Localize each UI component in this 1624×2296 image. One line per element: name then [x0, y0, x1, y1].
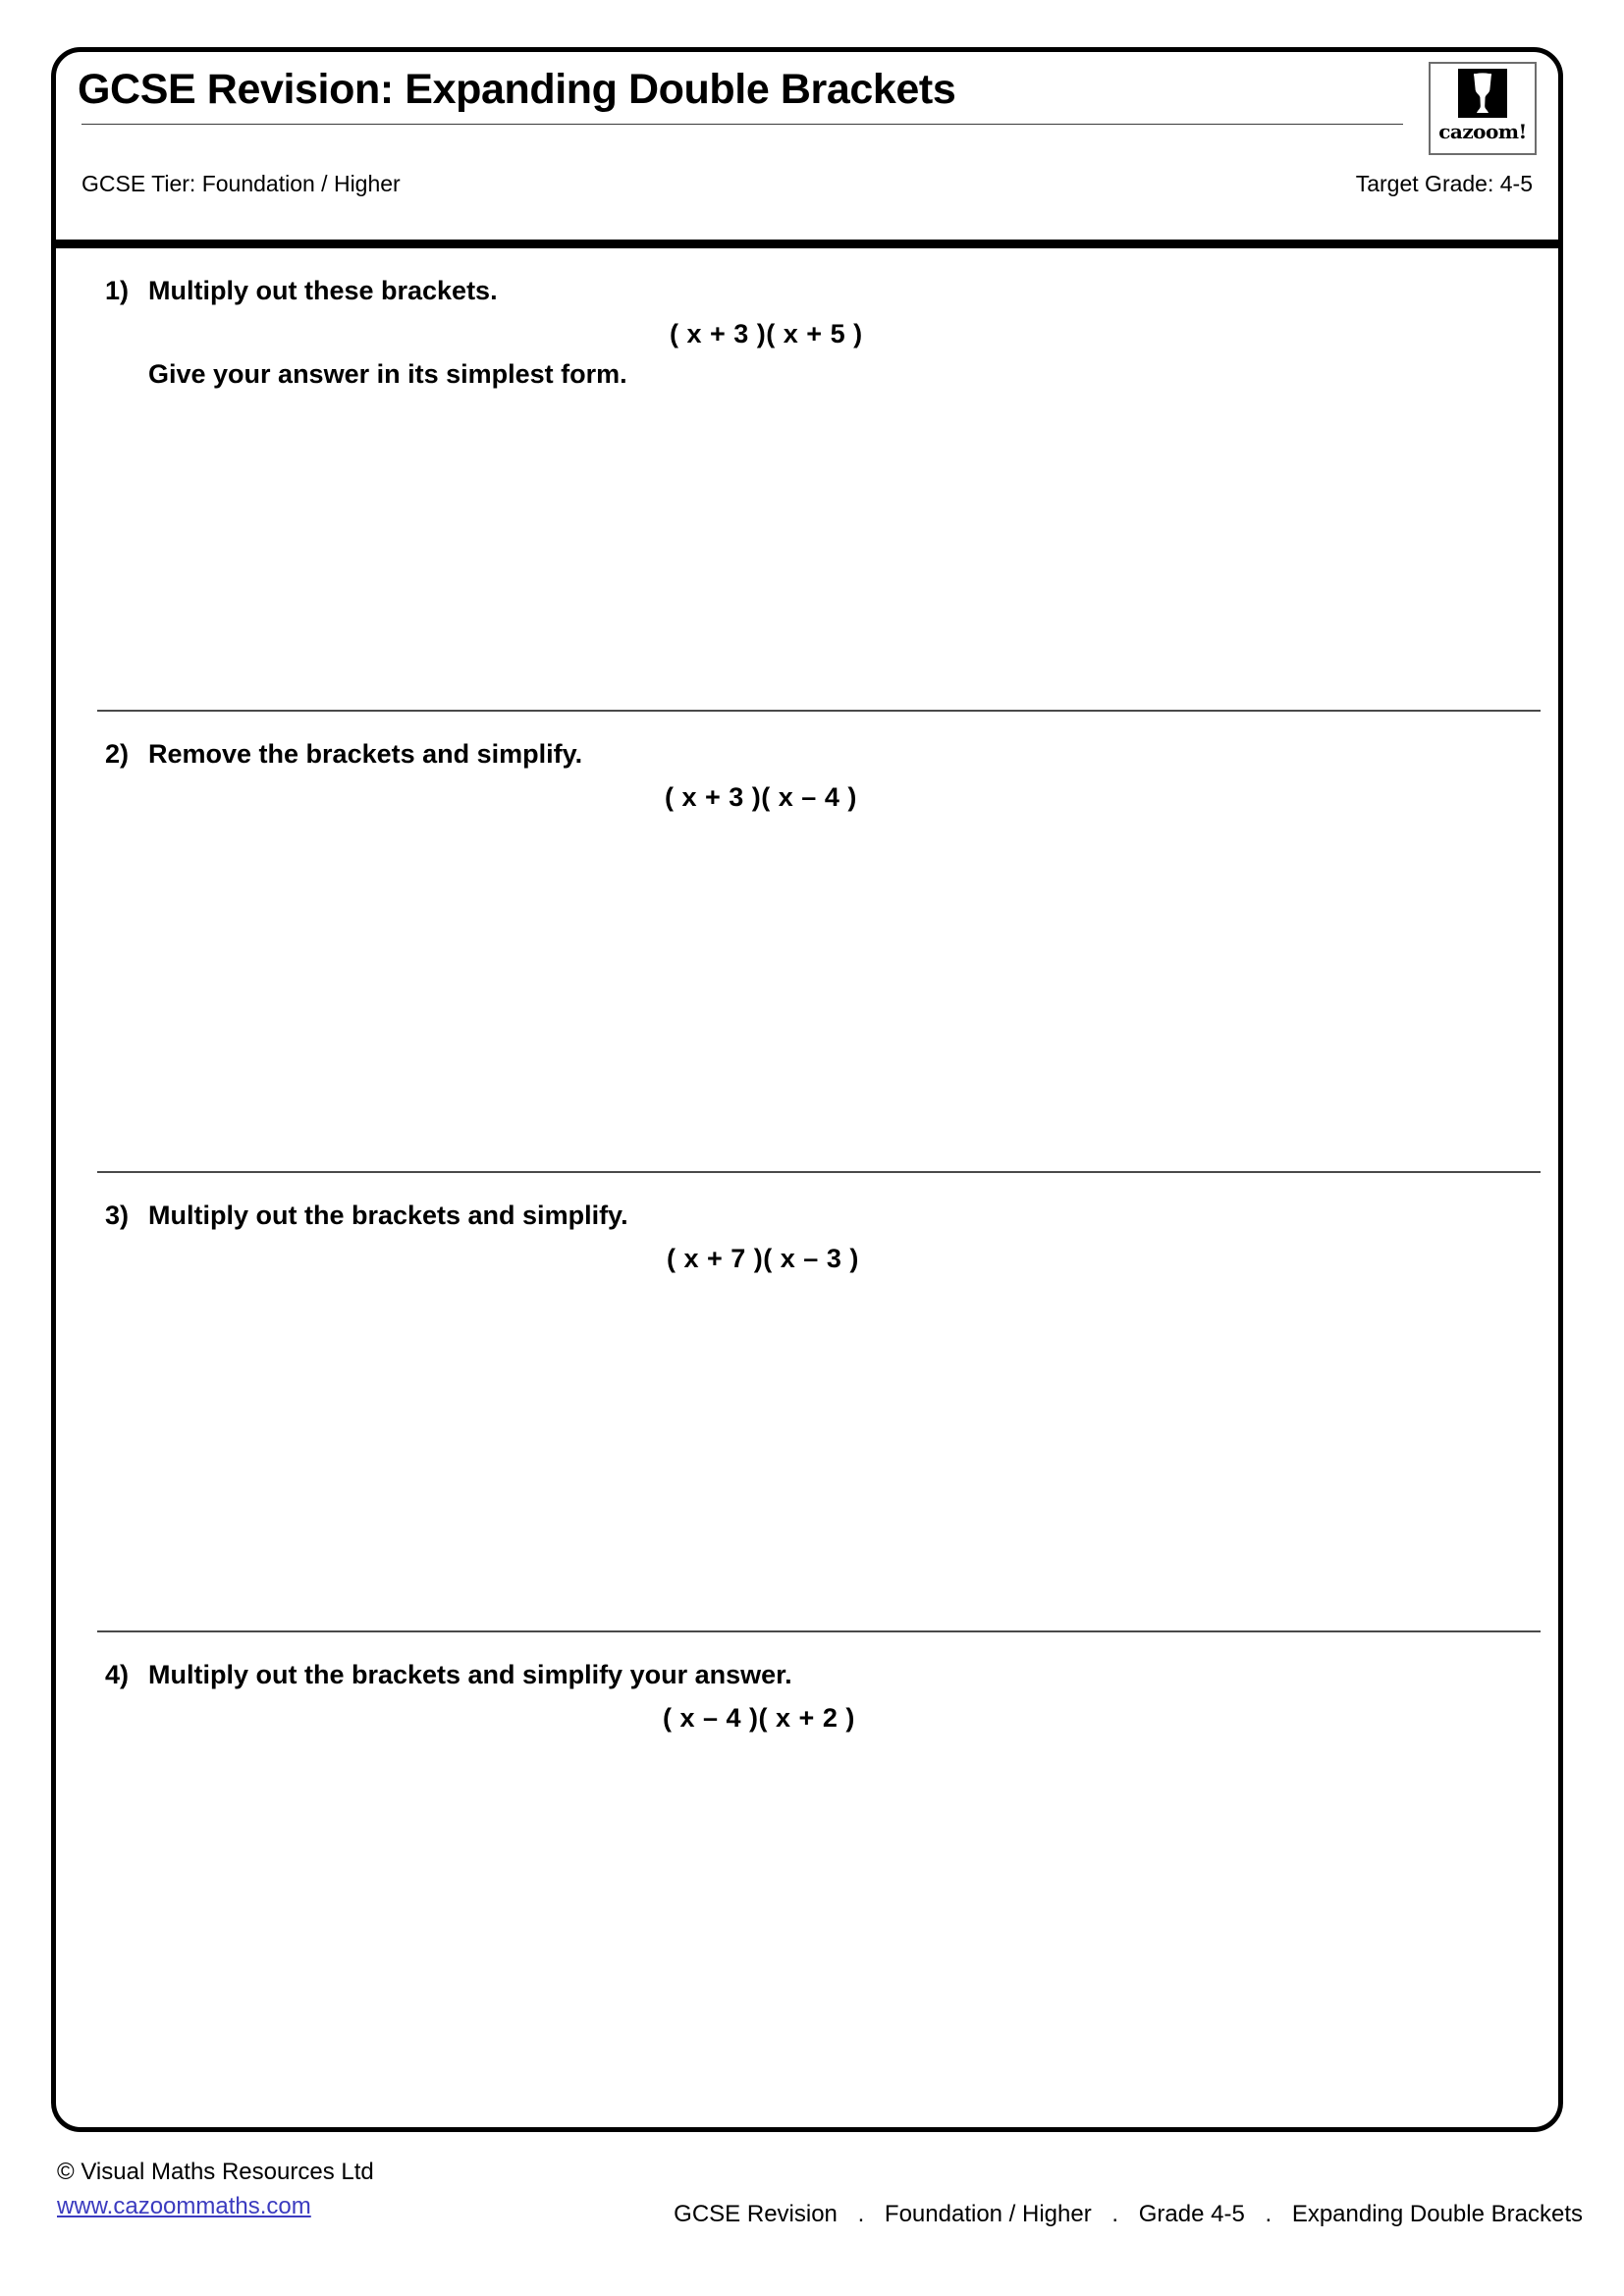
question-content-1: [81, 248, 1533, 390]
breadcrumb-part-3: Grade 4-5: [1138, 2201, 1245, 2227]
logo-mark: [1458, 69, 1507, 118]
worksheet-header: [56, 52, 1558, 248]
question-number-2: 2): [105, 739, 130, 769]
goblet-icon: [1467, 73, 1498, 114]
question-item-1: [56, 248, 1558, 710]
questions-area: [56, 248, 1558, 2104]
tier-label: GCSE Tier: Foundation / Higher: [81, 171, 401, 196]
header-subtitle-row: [78, 171, 1537, 197]
question-text-3: Multiply out the brackets and simplify.: [148, 1201, 628, 1230]
question-content-2: [81, 712, 1533, 813]
question-expression-3: ( x + 7 )( x – 3 ): [667, 1244, 859, 1274]
logo-wordmark: cazoom!: [1438, 120, 1527, 143]
question-item-4: [56, 1632, 1558, 2104]
worksheet-sheet: [51, 47, 1563, 2132]
question-number-3: 3): [105, 1201, 130, 1230]
footer-left-block: [57, 2156, 374, 2224]
title-divider: [81, 124, 1403, 125]
question-item-3: [56, 1173, 1558, 1630]
question-prompt-4: [105, 1658, 1533, 1692]
breadcrumb-sep-2: .: [1111, 2201, 1119, 2227]
header-thick-divider: [56, 240, 1558, 248]
question-expression-2: ( x + 3 )( x – 4 ): [665, 782, 857, 813]
target-grade-label: Target Grade: 4-5: [1355, 171, 1533, 196]
question-prompt-2: [105, 737, 1533, 772]
question-text-4: Multiply out the brackets and simplify your answer.: [148, 1660, 792, 1689]
copyright-text: © Visual Maths Resources Ltd: [57, 2159, 374, 2185]
breadcrumb-part-1: GCSE Revision: [674, 2201, 838, 2227]
question-expression-4: ( x – 4 )( x + 2 ): [663, 1703, 855, 1734]
question-content-3: [81, 1173, 1533, 1274]
question-number-1: 1): [105, 276, 130, 305]
question-content-4: [81, 1632, 1533, 1734]
breadcrumb-part-4: Expanding Double Brackets: [1291, 2201, 1583, 2227]
breadcrumb-sep-1: .: [857, 2201, 865, 2227]
breadcrumb-sep-3: .: [1265, 2201, 1272, 2227]
question-text-1: Multiply out these brackets.: [148, 276, 498, 305]
header-main-row: [78, 52, 1537, 155]
footer-breadcrumb: [674, 2201, 1583, 2228]
website-link[interactable]: www.cazoommaths.com: [57, 2192, 311, 2219]
question-subtext-1: Give your answer in its simplest form.: [148, 359, 627, 390]
question-expression-1: ( x + 3 )( x + 5 ): [670, 319, 863, 349]
question-item-2: [56, 712, 1558, 1171]
page-title: GCSE Revision: Expanding Double Brackets: [78, 66, 956, 113]
question-prompt-1: [105, 274, 1533, 308]
breadcrumb-part-2: Foundation / Higher: [884, 2201, 1092, 2227]
question-number-4: 4): [105, 1660, 130, 1689]
page-footer: [0, 2156, 1624, 2264]
header-text-block: [78, 52, 1405, 125]
question-prompt-3: [105, 1199, 1533, 1233]
question-text-2: Remove the brackets and simplify.: [148, 739, 583, 769]
cazoom-logo: [1429, 62, 1537, 155]
